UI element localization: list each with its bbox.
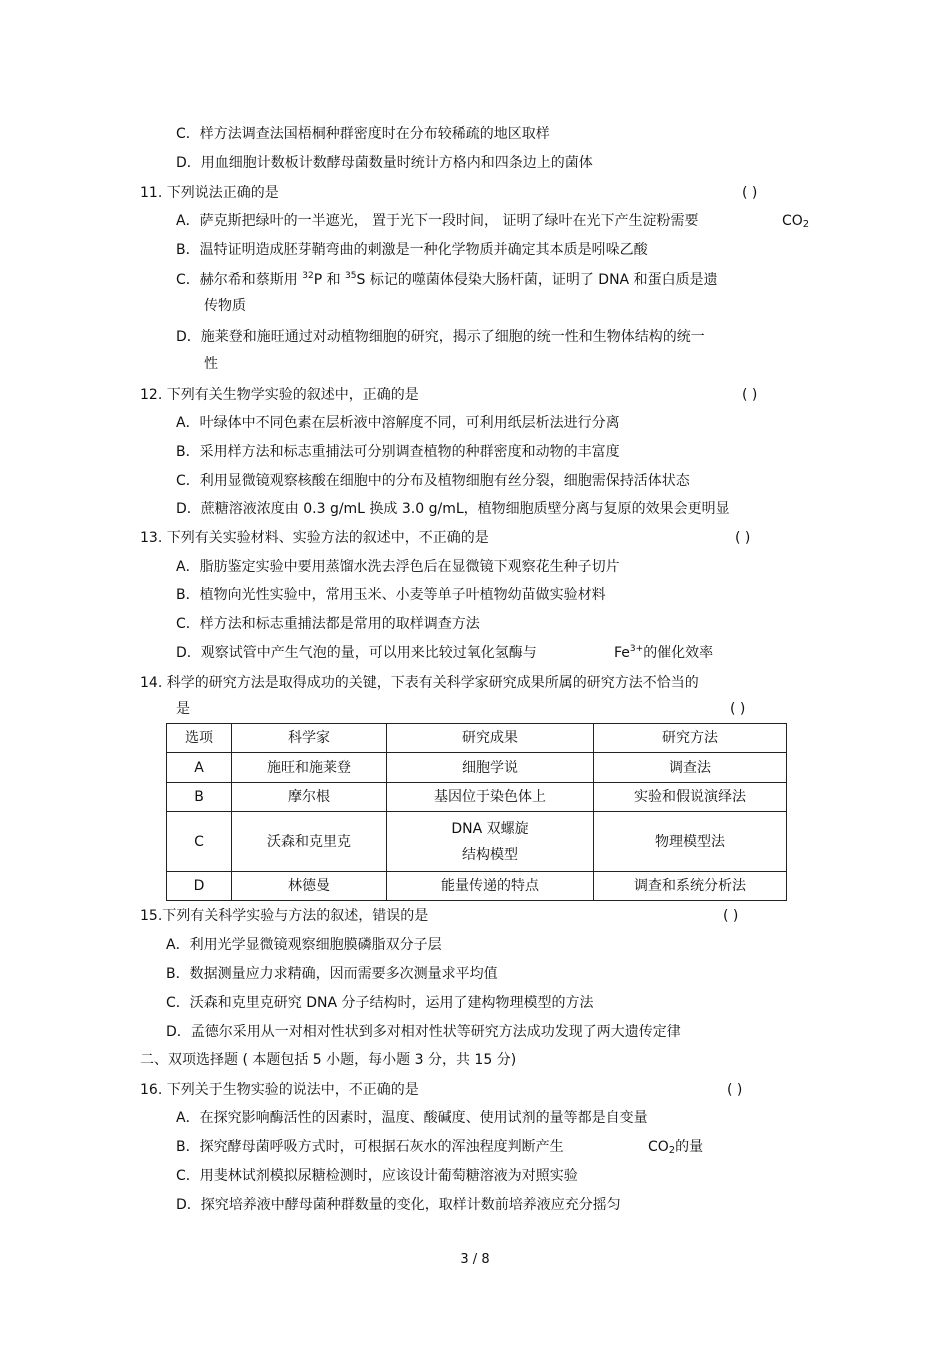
q12-stem: 12. 下列有关生物学实验的叙述中，正确的是 [140, 387, 419, 403]
q10-option-d: D．用血细胞计数板计数酵母菌数量时统计方格内和四条边上的菌体 [176, 155, 593, 171]
q16-answer-blank: ( ) [727, 1082, 743, 1098]
q13-answer-blank: ( ) [735, 530, 751, 546]
table-row [167, 783, 787, 812]
q15-option-c: C．沃森和克里克研究 DNA 分子结构时，运用了建构物理模型的方法 [166, 995, 594, 1011]
q13-option-c: C．样方法和标志重捕法都是常用的取样调查方法 [176, 616, 480, 632]
table-row [167, 753, 787, 783]
q13-option-d: D．观察试管中产生气泡的量，可以用来比较过氧化氢酶与 [176, 645, 537, 661]
q14-stem-continued: 是 [176, 701, 190, 717]
q11-option-c: C．赫尔希和蔡斯用 $^{32}$P 和 $^{35}$S 标记的噬菌体侵染大肠杆菌，证明了 DNA 和蛋白质是遗 [176, 271, 718, 288]
q13-option-a: A．脂肪鉴定实验中要用蒸馏水洗去浮色后在显微镜下观察花生种子切片 [176, 559, 620, 575]
table-cell: 物理模型法 [594, 812, 787, 872]
table-cell: 细胞学说 [387, 753, 594, 783]
q11-option-a: A．萨克斯把绿叶的一半遮光， 置于光下一段时间， 证明了绿叶在光下产生淀粉需要 [176, 213, 699, 229]
q16-option-b: B．探究酵母菌呼吸方式时，可根据石灰水的浑浊程度判断产生 [176, 1139, 564, 1155]
table-row [167, 872, 787, 901]
table-cell: B [167, 783, 232, 812]
page-number: 3 / 8 [460, 1252, 490, 1267]
q11-option-d: D．施莱登和施旺通过对动植物细胞的研究，揭示了细胞的统一性和生物体结构的统一 [176, 329, 705, 345]
table-cell-line: DNA 双螺旋 [451, 820, 529, 837]
q14-stem: 14. 科学的研究方法是取得成功的关键，下表有关科学家研究成果所属的研究方法不恰当的 [140, 675, 699, 691]
q15-answer-blank: ( ) [723, 908, 739, 924]
table-cell: 林德曼 [232, 872, 387, 901]
q16-option-a: A．在探究影响酶活性的因素时，温度、酸碱度、使用试剂的量等都是自变量 [176, 1110, 648, 1126]
table-cell-line: 结构模型 [462, 846, 518, 863]
q13-option-b: B．植物向光性实验中，常用玉米、小麦等单子叶植物幼苗做实验材料 [176, 587, 606, 603]
q15-stem: 15.下列有关科学实验与方法的叙述，错误的是 [140, 908, 429, 924]
q16-stem: 16. 下列关于生物实验的说法中，不正确的是 [140, 1082, 419, 1098]
table-cell: 摩尔根 [232, 783, 387, 812]
q12-option-a: A．叶绿体中不同色素在层析液中溶解度不同，可利用纸层析法进行分离 [176, 415, 620, 431]
table-header: 科学家 [232, 724, 387, 753]
table-cell: 沃森和克里克 [232, 812, 387, 872]
q16-option-c: C．用斐林试剂模拟尿糖检测时，应该设计葡萄糖溶液为对照实验 [176, 1168, 578, 1184]
section-two-heading: 二、双项选择题 ( 本题包括 5 小题，每小题 3 分，共 15 分) [140, 1052, 517, 1068]
q12-option-c: C．利用显微镜观察核酸在细胞中的分布及植物细胞有丝分裂，细胞需保持活体状态 [176, 473, 690, 489]
q14-answer-blank: ( ) [730, 701, 746, 717]
table-cell: A [167, 753, 232, 783]
table-cell: 施旺和施莱登 [232, 753, 387, 783]
table-row [167, 812, 787, 872]
q15-option-a: A．利用光学显微镜观察细胞膜磷脂双分子层 [166, 937, 442, 953]
table-cell: 基因位于染色体上 [387, 783, 594, 812]
q12-option-b: B．采用样方法和标志重捕法可分别调查植物的种群密度和动物的丰富度 [176, 444, 620, 460]
table-cell [387, 812, 594, 872]
table-cell: 调查和系统分析法 [594, 872, 787, 901]
q16-option-d: D．探究培养液中酵母菌种群数量的变化，取样计数前培养液应充分摇匀 [176, 1197, 621, 1213]
q11-answer-blank: ( ) [742, 185, 758, 201]
q10-option-c: C．样方法调查法国梧桐种群密度时在分布较稀疏的地区取样 [176, 126, 550, 142]
q15-option-d: D．孟德尔采用从一对相对性状到多对相对性状等研究方法成功发现了两大遗传定律 [166, 1024, 681, 1040]
table-cell: 能量传递的特点 [387, 872, 594, 901]
q16-option-b-co2: $CO_2$的量 [648, 1139, 704, 1156]
q12-option-d: D．蔗糖溶液浓度由 0.3 g/mL 换成 3.0 g/mL，植物细胞质壁分离与复原的效果会更明显 [176, 501, 730, 517]
q14-table [166, 723, 787, 901]
table-header: 选项 [167, 724, 232, 753]
table-cell: D [167, 872, 232, 901]
q11-option-c-continued: 传物质 [204, 298, 246, 314]
q11-option-b: B．温特证明造成胚芽鞘弯曲的刺激是一种化学物质并确定其本质是吲哚乙酸 [176, 242, 648, 258]
q13-option-d-fe3: $Fe^{3+}$的催化效率 [614, 644, 714, 661]
table-cell: C [167, 812, 232, 872]
q15-option-b: B．数据测量应力求精确，因而需要多次测量求平均值 [166, 966, 498, 982]
q11-option-a-co2: $CO_2$ [782, 213, 810, 230]
q12-answer-blank: ( ) [742, 387, 758, 403]
table-header: 研究方法 [594, 724, 787, 753]
table-header: 研究成果 [387, 724, 594, 753]
q11-stem: 11. 下列说法正确的是 [140, 185, 279, 201]
table-cell: 调查法 [594, 753, 787, 783]
table-cell: 实验和假说演绎法 [594, 783, 787, 812]
q13-stem: 13. 下列有关实验材料、实验方法的叙述中，不正确的是 [140, 530, 489, 546]
q11-option-d-continued: 性 [204, 356, 218, 372]
